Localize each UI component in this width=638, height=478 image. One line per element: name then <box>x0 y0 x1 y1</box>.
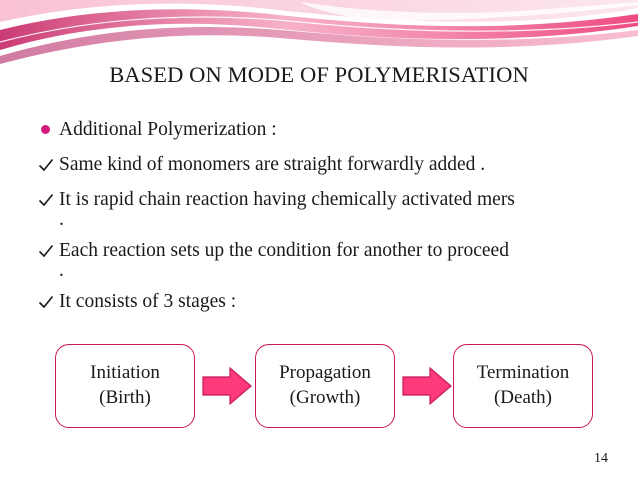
checkmark-icon <box>38 244 54 258</box>
checkmark-icon <box>38 295 54 309</box>
right-arrow-icon <box>202 366 252 406</box>
bullet-dot-icon <box>41 125 50 134</box>
heading-bullet <box>38 118 608 141</box>
page-number: 14 <box>594 451 608 466</box>
check-point <box>38 188 608 230</box>
right-arrow-icon <box>402 366 452 406</box>
stage-sub: (Birth) <box>99 387 151 408</box>
stage-name: Propagation <box>279 362 371 383</box>
heading-bullet-text: Additional Polymerization : <box>59 119 277 140</box>
checkmark-icon <box>38 193 54 207</box>
check-point-text: It consists of 3 stages : <box>59 291 237 312</box>
stage-box-initiation <box>55 344 195 428</box>
check-point-trail: . <box>59 260 64 281</box>
checkmark-icon <box>38 158 54 172</box>
stage-sub: (Death) <box>493 387 553 408</box>
check-point-trail: . <box>59 209 64 230</box>
stage-name: Initiation <box>90 362 160 383</box>
stage-box-termination <box>453 344 593 428</box>
stage-name: Termination <box>476 362 570 383</box>
check-point-text: It is rapid chain reaction having chemically activated mers <box>59 189 515 210</box>
check-point <box>38 153 608 176</box>
bullet-list <box>38 118 608 325</box>
slide-title: BASED ON MODE OF POLYMERISATION <box>109 62 529 87</box>
stage-sub: (Growth) <box>289 387 361 408</box>
check-point-text: Same kind of monomers are straight forwardly added . <box>59 154 486 175</box>
stage-box-propagation <box>255 344 395 428</box>
check-point <box>38 290 608 313</box>
check-point <box>38 239 608 281</box>
check-point-text: Each reaction sets up the condition for another to proceed <box>59 240 509 261</box>
